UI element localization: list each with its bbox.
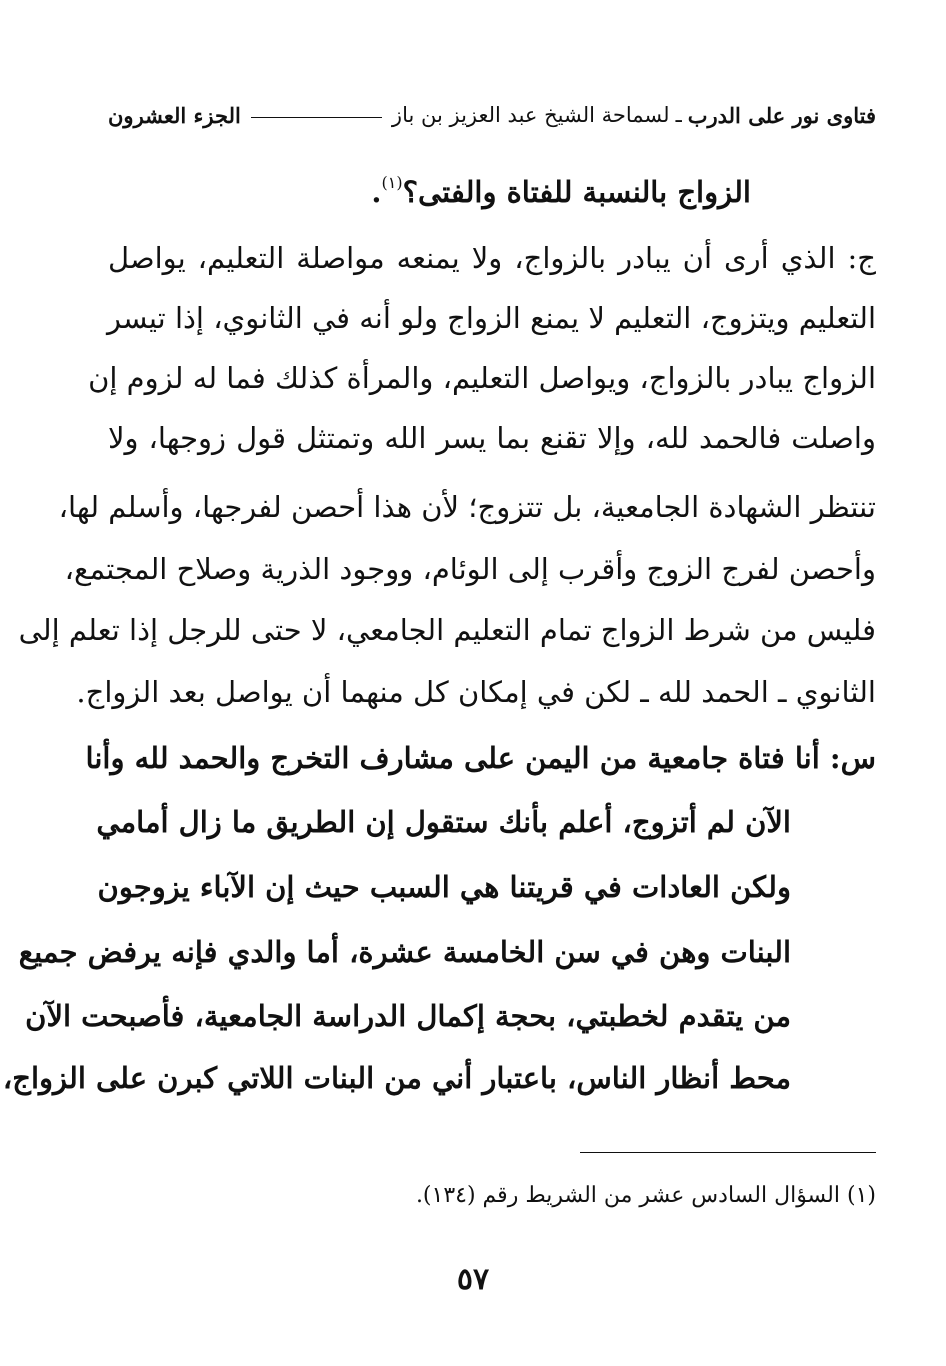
question-line: الآن لم أتزوج، أعلم بأنك ستقول إن الطريق ما زال أمامي [96, 805, 791, 839]
question-tail-line [108, 163, 751, 212]
answer-line: واصلت فالحمد لله، وإلا تقنع بما يسر الله وتمتثل قول زوجها، ولا [108, 421, 876, 455]
answer-line: تنتظر الشهادة الجامعية، بل تتزوج؛ لأن هذا أحصن لفرجها، وأسلم لها، [58, 490, 876, 524]
footnote-rule [580, 1152, 876, 1153]
header-author: لسماحة الشيخ عبد العزيز بن باز [391, 103, 670, 127]
question-tail-end: . [371, 175, 382, 209]
header-book-title: فتاوى نور على الدرب [687, 102, 876, 128]
question-line: البنات وهن في سن الخامسة عشرة، أما والدي فإنه يرفض جميع [18, 935, 791, 969]
footnote-reference: (١) [381, 173, 403, 192]
question-line: س: أنا فتاة جامعية من اليمن على مشارف التخرج والحمد لله وأنا [85, 741, 876, 775]
header-rule [251, 117, 382, 118]
header-part: الجزء العشرون [108, 102, 241, 128]
footnote: (١) السؤال السادس عشر من الشريط رقم (١٣٤). [415, 1183, 876, 1208]
answer-line: وأحصن لفرج الزوج وأقرب إلى الوئام، ووجود الذرية وصلاح المجتمع، [64, 552, 876, 586]
answer-line: الزواج يبادر بالزواج، ويواصل التعليم، والمرأة كذلك فما له لزوم إن [88, 361, 876, 395]
answer-line: فليس من شرط الزواج تمام التعليم الجامعي، لا حتى للرجل إذا تعلم إلى [18, 613, 876, 647]
answer-line: التعليم ويتزوج، التعليم لا يمنع الزواج ولو أنه في الثانوي، إذا تيسر [107, 301, 876, 335]
answer-line: ج: الذي أرى أن يبادر بالزواج، ولا يمنعه مواصلة التعليم، يواصل [108, 241, 876, 275]
header-dash: ـ [675, 103, 682, 127]
question-line: محط أنظار الناس، باعتبار أني من البنات اللاتي كبرن على الزواج، [2, 1061, 791, 1095]
page-number: ٥٧ [456, 1262, 490, 1297]
question-tail-text: الزواج بالنسبة للفتاة والفتى؟ [402, 175, 751, 209]
running-header [108, 95, 876, 135]
question-line: ولكن العادات في قريتنا هي السبب حيث إن الآباء يزوجون [97, 870, 791, 904]
answer-line: الثانوي ـ الحمد لله ـ لكن في إمكان كل منهما أن يواصل بعد الزواج. [76, 675, 876, 709]
question-line: من يتقدم لخطبتي، بحجة إكمال الدراسة الجامعية، فأصبحت الآن [25, 999, 791, 1033]
